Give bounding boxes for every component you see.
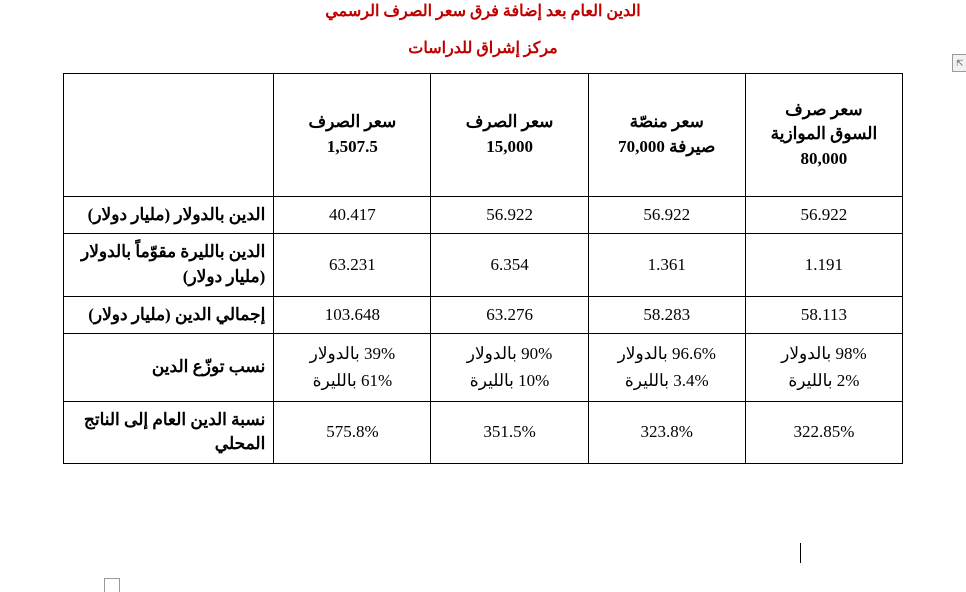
table-move-handle[interactable]	[104, 578, 120, 592]
column-header-rate-15000	[431, 73, 588, 196]
cell-debt-to-gdp-15000: 351.5%	[431, 401, 588, 463]
header-line-2: صيرفة 70,000	[618, 136, 716, 156]
distribution-usd-share: 98% بالدولار	[781, 344, 867, 364]
cell-debt-to-gdp-sayrafa: 323.8%	[588, 401, 745, 463]
cell-total-debt-official: 103.648	[274, 296, 431, 334]
cell-debt-usd-official: 40.417	[274, 196, 431, 234]
row-label-debt-distribution: نسب توزّع الدين	[64, 334, 274, 401]
distribution-usd-share: 39% بالدولار	[309, 344, 396, 364]
document-page	[0, 2, 966, 591]
header-line-3: 80,000	[800, 148, 848, 168]
distribution-lbp-share: 2% بالليرة	[788, 371, 860, 391]
cell-debt-usd-sayrafa: 56.922	[588, 196, 745, 234]
text-caret	[800, 543, 801, 563]
header-line-2: 1,507.5	[326, 136, 378, 156]
cell-distribution-official	[274, 334, 431, 401]
cell-debt-usd-15000: 56.922	[431, 196, 588, 234]
distribution-usd-share: 96.6% بالدولار	[617, 344, 716, 364]
page-subtitle: مركز إشراق للدراسات	[408, 39, 558, 57]
header-line-2: السوق الموازية	[770, 124, 878, 144]
distribution-usd-share: 90% بالدولار	[466, 344, 553, 364]
column-header-blank	[64, 73, 274, 196]
table-row	[64, 196, 903, 234]
cell-total-debt-15000: 63.276	[431, 296, 588, 334]
table-container	[0, 73, 966, 464]
public-debt-table	[63, 73, 903, 464]
header-line-1: سعر الصرف	[308, 111, 397, 131]
header-line-1: سعر منصّة	[629, 111, 704, 131]
row-label-debt-lbp: الدين بالليرة مقوّماً بالدولار (مليار دولار)	[64, 234, 274, 296]
cell-debt-lbp-official: 63.231	[274, 234, 431, 296]
cell-debt-to-gdp-parallel: 322.85%	[745, 401, 902, 463]
cell-total-debt-sayrafa: 58.283	[588, 296, 745, 334]
table-header	[64, 73, 903, 196]
cell-debt-lbp-sayrafa: 1.361	[588, 234, 745, 296]
row-label-total-debt: إجمالي الدين (مليار دولار)	[64, 296, 274, 334]
column-header-official-rate	[274, 73, 431, 196]
cell-distribution-sayrafa	[588, 334, 745, 401]
cell-debt-to-gdp-official: 575.8%	[274, 401, 431, 463]
distribution-lbp-share: 10% بالليرة	[469, 371, 550, 391]
distribution-lbp-share: 3.4% بالليرة	[624, 371, 709, 391]
cell-total-debt-parallel: 58.113	[745, 296, 902, 334]
table-row	[64, 234, 903, 296]
header-line-1: سعر صرف	[785, 99, 863, 119]
distribution-lbp-share: 61% بالليرة	[312, 371, 393, 391]
table-row	[64, 296, 903, 334]
header-line-1: سعر الصرف	[465, 111, 554, 131]
table-row	[64, 334, 903, 401]
row-label-debt-usd: الدين بالدولار (مليار دولار)	[64, 196, 274, 234]
cell-debt-lbp-parallel: 1.191	[745, 234, 902, 296]
cell-debt-lbp-15000: 6.354	[431, 234, 588, 296]
cell-distribution-15000	[431, 334, 588, 401]
column-header-sayrafa-rate	[588, 73, 745, 196]
table-row	[64, 401, 903, 463]
table-body	[64, 196, 903, 463]
page-title: الدين العام بعد إضافة فرق سعر الصرف الرسمي	[325, 3, 641, 20]
cell-debt-usd-parallel: 56.922	[745, 196, 902, 234]
table-header-row	[64, 73, 903, 196]
row-label-debt-to-gdp: نسبة الدين العام إلى الناتج المحلي	[64, 401, 274, 463]
header-line-2: 15,000	[486, 136, 533, 156]
column-header-parallel-market-rate	[745, 73, 902, 196]
table-resize-handle[interactable]: ⇱	[952, 54, 966, 72]
cell-distribution-parallel	[745, 334, 902, 401]
